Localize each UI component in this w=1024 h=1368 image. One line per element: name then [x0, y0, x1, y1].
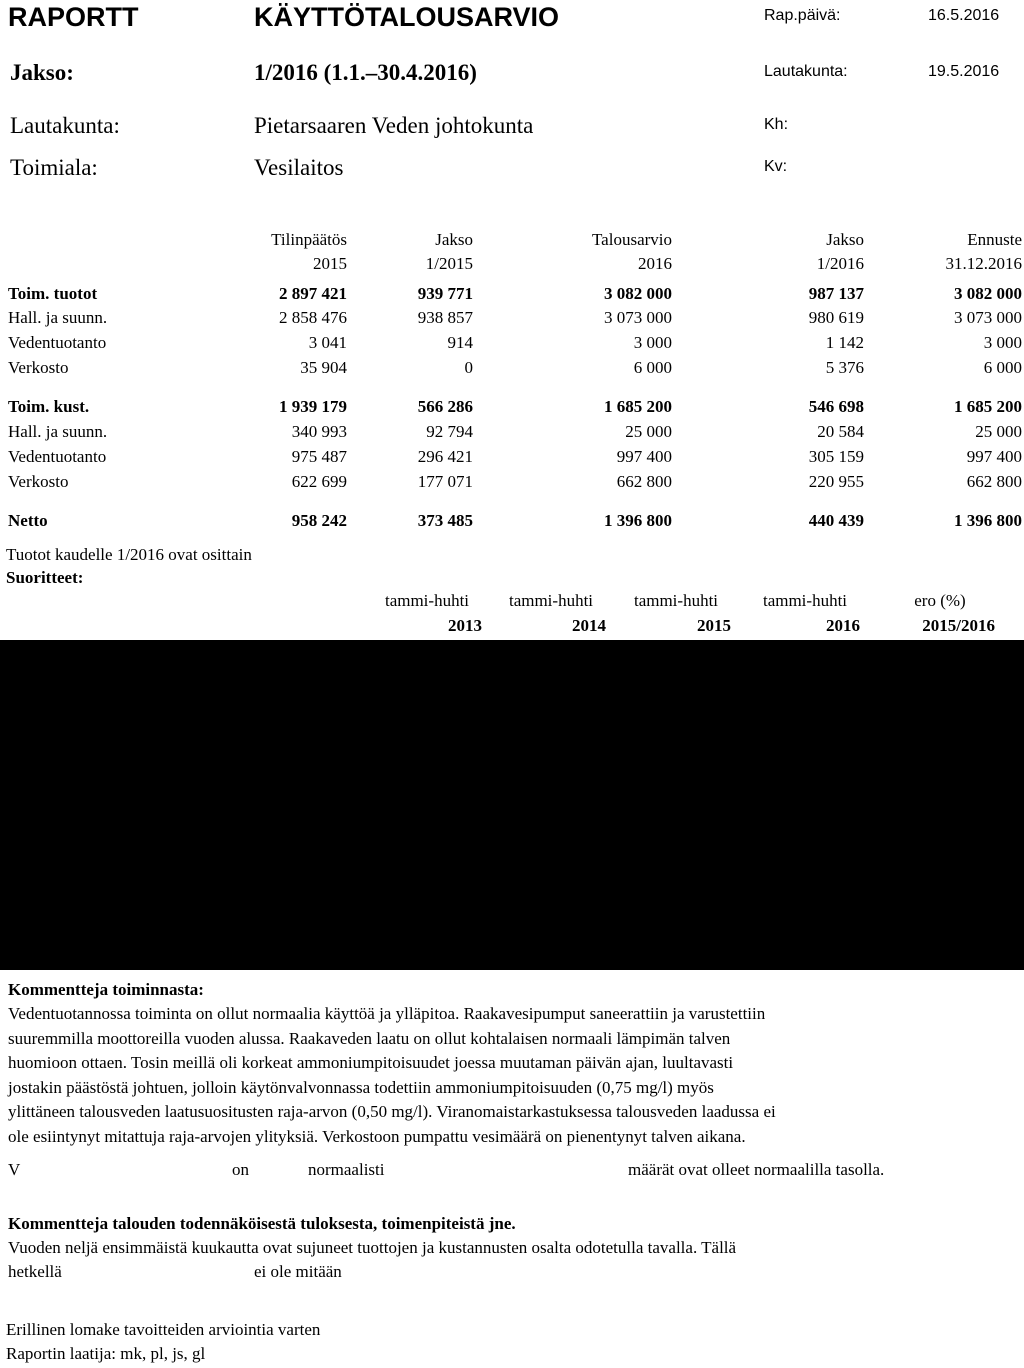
table-cell: 92 794 [426, 422, 473, 441]
table-cell: 3 073 000 [604, 308, 672, 327]
row-label: Verkosto [8, 472, 69, 491]
finance-line-1: Vuoden neljä ensimmäistä kuukautta ovat sujuneet tuottojen ja kustannusten osalta odotetulla tavalla. Tällä [8, 1238, 737, 1257]
operations-frag-1: V [8, 1160, 21, 1179]
operations-line: ylittäneen talousveden laatusuositusten raja-arvon (0,50 mg/l). Viranomaistarkastuksessa talousveden laadussa ei [8, 1102, 776, 1121]
revenue-note: Tuotot kaudelle 1/2016 ovat osittain [6, 545, 252, 564]
kv-label: Kv: [764, 158, 788, 175]
table-cell: 20 584 [817, 422, 864, 441]
table-cell: 1 685 200 [954, 397, 1022, 416]
report-label: RAPORTT [8, 2, 139, 32]
table-cell: 2 858 476 [279, 308, 347, 327]
table-cell: 3 041 [308, 333, 347, 352]
table-cell: 340 993 [291, 422, 347, 441]
outputs-column-header: 2015/2016 [922, 616, 995, 635]
table-cell: 938 857 [417, 308, 473, 327]
row-label: Toim. kust. [8, 397, 90, 416]
column-header: Talousarvio [591, 230, 672, 249]
row-label: Verkosto [8, 358, 69, 377]
table-cell: 980 619 [808, 308, 864, 327]
outputs-column-header: tammi-huhti [762, 591, 848, 610]
row-label: Toim. tuotot [8, 284, 98, 303]
division-value: Vesilaitos [254, 155, 344, 180]
operations-line: huomioon ottaen. Tosin meillä oli korkeat ammoniumpitoisuudet joessa muutaman päivän ajan, luultavasti [8, 1053, 734, 1072]
outputs-column-header: tammi-huhti [508, 591, 594, 610]
table-cell: 35 904 [300, 358, 347, 377]
row-label: Vedentuotanto [8, 447, 107, 466]
table-cell: 305 159 [808, 447, 864, 466]
outputs-column-header: ero (%) [914, 591, 966, 610]
table-cell: 177 071 [417, 472, 473, 491]
row-label: Vedentuotanto [8, 333, 107, 352]
table-cell: 25 000 [975, 422, 1022, 441]
operations-line: suuremmilla moottoreilla vuoden alussa. Raakaveden laatu on ollut kohtalaisen normaali lämpimän talven [8, 1028, 731, 1048]
column-header: 31.12.2016 [945, 254, 1022, 273]
table-cell: 296 421 [417, 447, 473, 466]
table-cell: 1 685 200 [604, 397, 672, 416]
board-value: Pietarsaaren Veden johtokunta [254, 113, 534, 138]
column-header: 2015 [313, 254, 347, 273]
board-date-value: 19.5.2016 [928, 63, 1000, 80]
table-cell: 3 000 [633, 333, 672, 352]
board-date-label: Lautakunta: [764, 63, 848, 80]
table-cell: 987 137 [808, 284, 864, 303]
footer-line-2: Raportin laatija: mk, pl, js, gl [6, 1344, 206, 1363]
table-cell: 6 000 [983, 358, 1022, 377]
division-label: Toimiala: [10, 155, 98, 180]
table-cell: 373 485 [417, 511, 473, 530]
column-header: Ennuste [967, 230, 1022, 249]
operations-line: ole esiintynyt mitattuja raja-arvojen ylityksiä. Verkostoon pumpattu vesimäärä on pienentynyt talven aikana. [8, 1126, 746, 1146]
board-label: Lautakunta: [10, 113, 120, 138]
outputs-column-header: 2015 [697, 616, 731, 635]
outputs-column-header: tammi-huhti [384, 591, 470, 610]
row-label: Netto [8, 511, 48, 530]
rap-date-value: 16.5.2016 [928, 7, 1000, 24]
column-header: Tilinpäätös [271, 230, 347, 249]
table-cell: 3 000 [983, 333, 1022, 352]
table-cell: 25 000 [625, 422, 672, 441]
finance-line-2a: hetkellä [8, 1262, 62, 1281]
table-cell: 1 396 800 [954, 511, 1022, 530]
rap-date-label: Rap.päivä: [764, 7, 841, 24]
table-cell: 622 699 [291, 472, 347, 491]
row-label: Hall. ja suunn. [8, 422, 108, 441]
table-cell: 662 800 [966, 472, 1022, 491]
outputs-column-header: 2013 [448, 616, 482, 635]
column-header: Jakso [826, 230, 864, 249]
column-header: 1/2016 [816, 254, 864, 273]
table-cell: 958 242 [291, 511, 347, 530]
table-cell: 914 [447, 333, 473, 352]
finance-line-2b: ei ole mitään [254, 1262, 342, 1281]
table-cell: 220 955 [808, 472, 864, 491]
table-cell: 6 000 [633, 358, 672, 377]
operations-frag-4: määrät ovat olleet normaalilla tasolla. [628, 1160, 885, 1179]
footer-line-1: Erillinen lomake tavoitteiden arviointia varten [6, 1320, 321, 1339]
kh-label: Kh: [764, 116, 789, 133]
table-cell: 975 487 [291, 447, 347, 466]
table-cell: 0 [464, 358, 473, 377]
table-cell: 3 082 000 [954, 284, 1022, 303]
redacted-area [0, 640, 1024, 970]
operations-line: Vedentuotannossa toiminta on ollut normaalia käyttöä ja ylläpitoa. Raakavesipumput saneerattiin ja varustettiin [8, 1004, 766, 1023]
table-cell: 3 073 000 [954, 308, 1022, 327]
outputs-column-header: tammi-huhti [633, 591, 719, 610]
operations-line: jostakin päästöstä johtuen, jolloin käytönvalvonnassa todettiin ammoniumpitoisuuden (0,75 mg/l) myös [8, 1077, 714, 1097]
table-cell: 939 771 [417, 284, 473, 303]
period-value: 1/2016 (1.1.–30.4.2016) [254, 60, 477, 85]
table-cell: 662 800 [616, 472, 672, 491]
period-label: Jakso: [10, 60, 74, 85]
operations-frag-3: normaalisti [308, 1160, 385, 1179]
column-header: 2016 [638, 254, 672, 273]
table-cell: 1 396 800 [604, 511, 672, 530]
table-cell: 2 897 421 [279, 284, 347, 303]
outputs-column-header: 2014 [572, 616, 606, 635]
table-cell: 1 939 179 [279, 397, 347, 416]
operations-frag-2: on [232, 1160, 249, 1179]
operations-heading: Kommentteja toiminnasta: [8, 980, 204, 999]
table-cell: 5 376 [825, 358, 864, 377]
finance-heading: Kommentteja talouden todennäköisestä tuloksesta, toimenpiteistä jne. [8, 1214, 516, 1233]
table-cell: 997 400 [616, 447, 672, 466]
report-title: KÄYTTÖTALOUSARVIO [254, 2, 560, 32]
row-label: Hall. ja suunn. [8, 308, 108, 327]
column-header: 1/2015 [425, 254, 473, 273]
table-cell: 997 400 [966, 447, 1022, 466]
table-cell: 1 142 [825, 333, 864, 352]
table-cell: 440 439 [808, 511, 864, 530]
table-cell: 566 286 [417, 397, 473, 416]
column-header: Jakso [435, 230, 473, 249]
outputs-label: Suoritteet: [6, 568, 84, 587]
table-cell: 546 698 [808, 397, 864, 416]
outputs-column-header: 2016 [826, 616, 860, 635]
table-cell: 3 082 000 [604, 284, 672, 303]
